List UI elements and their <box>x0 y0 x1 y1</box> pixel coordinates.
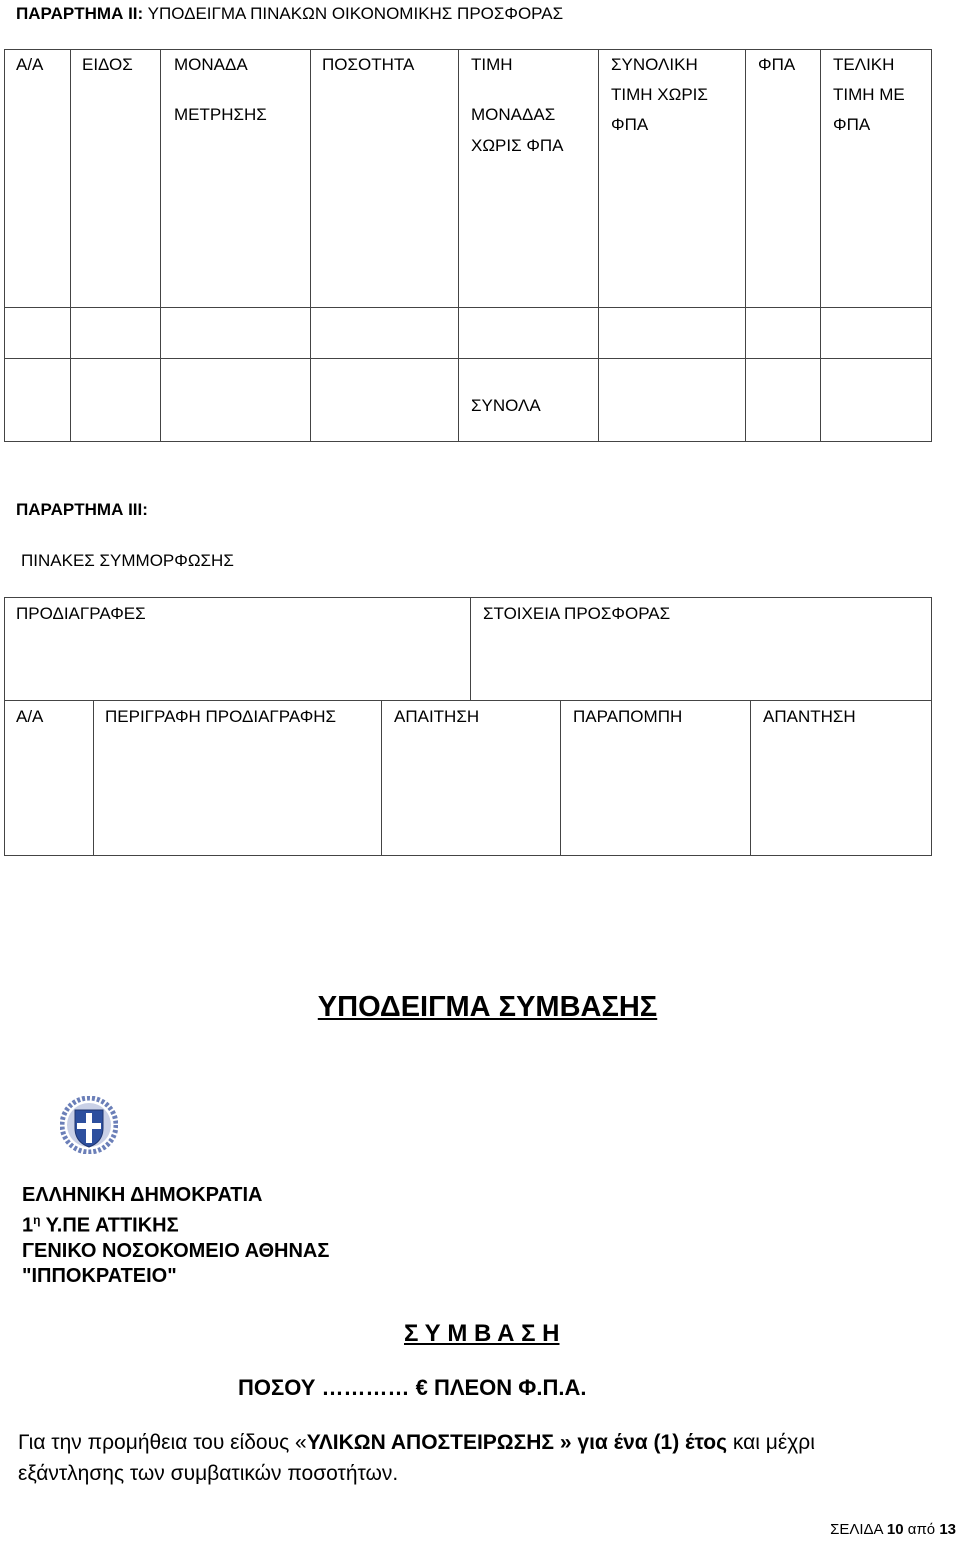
hospital-line: ΓΕΝΙΚΟ ΝΟΣΟΚΟΜΕΙΟ ΑΘΗΝΑΣ <box>22 1239 330 1262</box>
header-vat: ΦΠΑ <box>758 55 796 74</box>
header-unit-price-line2: ΜΟΝΑΔΑΣ <box>471 105 556 124</box>
group-header-offer: ΣΤΟΙΧΕΙΑ ΠΡΟΣΦΟΡΑΣ <box>483 604 671 623</box>
contract-body-prefix: Για την προμήθεια του είδους « <box>18 1431 307 1454</box>
contract-body-suffix: και μέχρι <box>727 1431 815 1454</box>
header-aa: Α/Α <box>16 55 44 74</box>
annex3-label: ΠΑΡΑΡΤΗΜΑ ΙΙΙ: <box>16 500 148 519</box>
header-reference: ΠΑΡΑΠΟΜΠΗ <box>573 707 683 726</box>
page-word: ΣΕΛΙΔΑ <box>830 1521 883 1538</box>
annex2-heading <box>16 3 563 24</box>
contract-body-line1 <box>18 1427 815 1458</box>
annex3-subtitle: ΠΙΝΑΚΕΣ ΣΥΜΜΟΡΦΩΣΗΣ <box>21 551 234 570</box>
header-unit-price-line1: ΤΙΜΗ <box>471 55 513 74</box>
contract-body-line2: εξάντλησης των συμβατικών ποσοτήτων. <box>18 1462 399 1485</box>
header-final-line2: ΤΙΜΗ ΜΕ <box>833 85 905 104</box>
contract-body-mid: » <box>554 1431 578 1454</box>
contract-template-title: ΥΠΟΔΕΙΓΜΑ ΣΥΜΒΑΣΗΣ <box>317 991 658 1023</box>
contract-body <box>18 1427 815 1489</box>
health-region-ordinal: η <box>33 1213 41 1227</box>
header-answer: ΑΠΑΝΤΗΣΗ <box>763 707 856 726</box>
hospital-name-line: "ΙΠΠΟΚΡΑΤΕΙΟ" <box>22 1264 177 1287</box>
header-final-line3: ΦΠΑ <box>833 115 871 134</box>
contract-amount-line: ΠΟΣΟΥ ………… € ΠΛΕΟΝ Φ.Π.Α. <box>238 1375 587 1400</box>
header-total-line3: ΦΠΑ <box>611 115 649 134</box>
page-number: 10 <box>886 1521 904 1538</box>
greek-coat-of-arms-icon <box>60 1096 118 1154</box>
annex2-title: ΥΠΟΔΕΙΓΜΑ ΠΙΝΑΚΩΝ ΟΙΚΟΝΟΜΙΚΗΣ ΠΡΟΣΦΟΡΑΣ <box>147 4 564 23</box>
header-item: ΕΙΔΟΣ <box>82 55 133 74</box>
header-final-line1: ΤΕΛΙΚΗ <box>833 55 895 74</box>
page-footer <box>830 1521 956 1539</box>
contract-heading: Σ Υ Μ Β Α Σ Η <box>404 1320 560 1347</box>
contract-item-name: ΥΛΙΚΩΝ ΑΠΟΣΤΕΙΡΩΣΗΣ <box>306 1431 555 1454</box>
header-aa: Α/Α <box>16 707 44 726</box>
republic-line: ΕΛΛΗΝΙΚΗ ΔΗΜΟΚΡΑΤΙΑ <box>22 1184 263 1206</box>
issuer-block <box>22 1183 329 1289</box>
header-unit-line1: ΜΟΝΑΔΑ <box>174 55 248 74</box>
contract-duration: για ένα (1) έτος <box>577 1431 728 1454</box>
header-total-line2: ΤΙΜΗ ΧΩΡΙΣ <box>611 85 708 104</box>
page-total: 13 <box>939 1521 956 1538</box>
health-region-line <box>22 1208 329 1239</box>
header-requirement: ΑΠΑΙΤΗΣΗ <box>394 707 480 726</box>
health-region-name: Υ.ΠΕ ΑΤΤΙΚΗΣ <box>40 1214 179 1237</box>
header-unit-line2: ΜΕΤΡΗΣΗΣ <box>174 105 267 124</box>
header-unit-price-line3: ΧΩΡΙΣ ΦΠΑ <box>471 136 564 155</box>
header-total-line1: ΣΥΝΟΛΙΚΗ <box>611 55 698 74</box>
group-header-specs: ΠΡΟΔΙΑΓΡΑΦΕΣ <box>16 604 146 623</box>
health-region-number: 1 <box>22 1214 34 1237</box>
header-quantity: ΠΟΣΟΤΗΤΑ <box>322 55 415 74</box>
annex2-label: ΠΑΡΑΡΤΗΜΑ ΙΙ: <box>16 4 144 23</box>
header-spec-description: ΠΕΡΙΓΡΑΦΗ ΠΡΟΔΙΑΓΡΑΦΗΣ <box>105 707 337 726</box>
of-word: από <box>907 1521 936 1538</box>
totals-label: ΣΥΝΟΛΑ <box>471 396 541 415</box>
